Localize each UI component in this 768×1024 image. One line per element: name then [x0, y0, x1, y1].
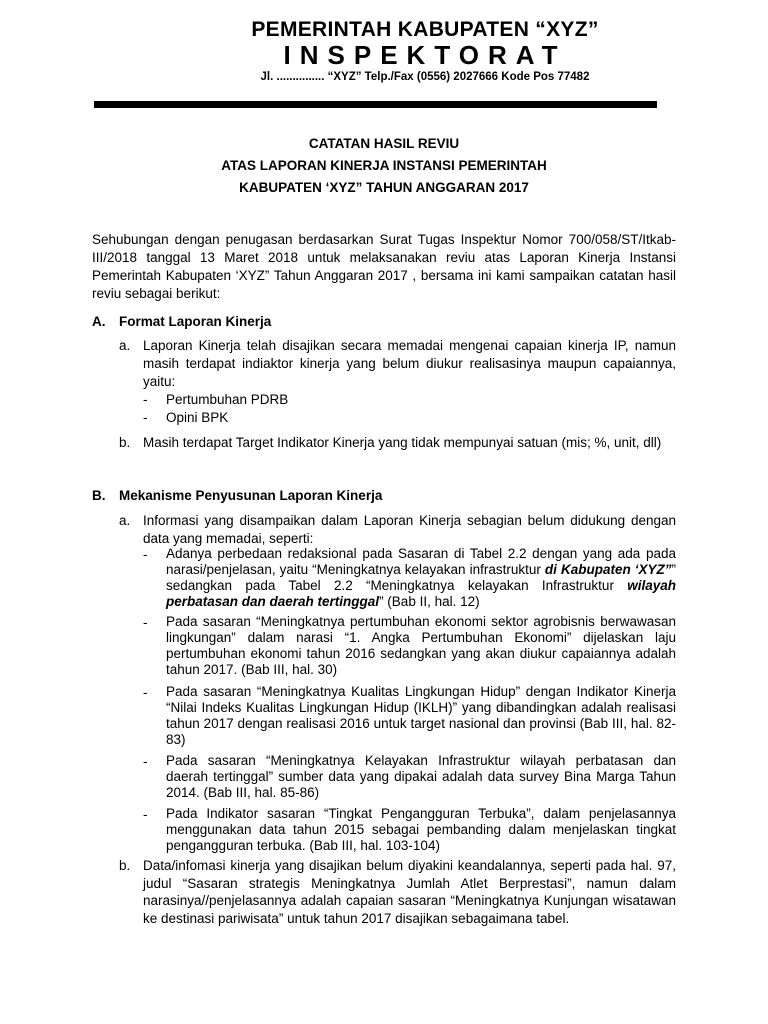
section-b-item-a-text: Informasi yang disampaikan dalam Laporan Kinerja sebagian belum didukung dengan data yang memadai, seperti: [143, 513, 676, 546]
section-b-bullet-3: Pada sasaran “Meningkatnya Kualitas Lingkungan Hidup” dengan Indikator Kinerja “Nilai Indeks Kualitas Lingkungan Hidup (IKLH)” yang dibandingkan adalah realisasi tahun 2017 dengan realisasi 2016 untuk target nasional dan provinsi (Bab III, hal. 82-83) [166, 684, 676, 747]
intro-paragraph: Sehubungan dengan penugasan berdasarkan Surat Tugas Inspektur Nomor 700/058/ST/Itkab-III/2018 tanggal 13 Maret 2018 untuk melaksanakan reviu atas Laporan Kinerja Instansi Pemerintah Kabupaten ‘XYZ” Tahun Anggaran 2017 , bersama ini kami sampaikan catatan hasil reviu sebagai berikut: [92, 232, 676, 301]
section-b-bullet-1 [166, 546, 676, 610]
bullet-dash: - [143, 754, 148, 769]
section-a-item-a-text: Laporan Kinerja telah disajikan secara memadai mengenai capaian kinerja IP, namun masih terdapat indiaktor kinerja yang belum diukur realisasinya maupun capaiannya, yaitu: [143, 338, 676, 389]
section-b-item-b-label: b. [119, 858, 131, 873]
bullet-1-text-part1: Adanya perbedaan redaksional pada Sasaran di Tabel 2.2 dengan yang ada pada narasi/penjelasan, yaitu “Meningkatnya kelayakan infrastruktur [166, 546, 676, 577]
bullet-1-text-part3: ” (Bab II, hal. 12) [379, 594, 480, 609]
bullet-dash: - [143, 410, 148, 425]
bullet-1-emphasis-1: di Kabupaten ‘XYZ” [544, 562, 672, 577]
section-b-bullet-4: Pada sasaran “Meningkatnya Kelayakan Infrastruktur wilayah perbatasan dan daerah tertinggal” sumber data yang dipakai adalah data survey Bina Marga Tahun 2014. (Bab III, hal. 85-86) [166, 753, 676, 800]
bullet-1-emphasis-2: wilayah perbatasan dan daerah tertinggal [166, 578, 676, 609]
letterhead-divider [94, 101, 657, 108]
bullet-dash: - [143, 615, 148, 630]
bullet-dash: - [143, 685, 148, 700]
bullet-dash: - [143, 392, 148, 407]
section-b-heading [92, 487, 382, 505]
section-a-label: A. [92, 314, 106, 329]
letterhead-address: Jl. ............... “XYZ” Telp./Fax (0556) 2027666 Kode Pos 77482 [260, 71, 590, 83]
section-a-heading [92, 313, 271, 331]
bullet-dash: - [143, 807, 148, 822]
section-a-item-a-label: a. [119, 338, 131, 353]
bullet-1-text-part2: ” sedangkan pada Tabel 2.2 “Meningkatnya kelayakan Infrastruktur [166, 562, 676, 593]
section-b-bullet-2: Pada sasaran “Meningkatnya pertumbuhan ekonomi sektor agrobisnis berwawasan lingkungan” dalam narasi “1. Angka Pertumbuhan Ekonomi” dijelaskan laju pertumbuhan ekonomi tahun 2016 sedangkan yang akan diukur capaiannya adalah tahun 2017. (Bab III, hal. 30) [166, 614, 676, 677]
section-b-label: B. [92, 488, 106, 503]
letterhead-agency: PEMERINTAH KABUPATEN “XYZ” [251, 18, 599, 41]
section-a-bullet-1: Pertumbuhan PDRB [166, 392, 289, 407]
doc-title-line1: CATATAN HASIL REVIU [308, 136, 460, 151]
doc-title-line3: KABUPATEN ‘XYZ” TAHUN ANGGARAN 2017 [239, 180, 529, 195]
section-b-bullet-5: Pada Indikator sasaran “Tingkat Pengangguran Terbuka”, dalam penjelasannya menggunakan data tahun 2015 sebagai pembanding dalam menjelaskan tingkat pengangguran terbuka. (Bab III, hal. 103-104) [166, 806, 676, 853]
section-b-item-b-text: Data/infomasi kinerja yang disajikan belum diyakini keandalannya, seperti pada hal. 97, judul “Sasaran strategis Meningkatnya Jumlah Atlet Berprestasi”, namun dalam narasinya//penjelasannya adalah capaian sasaran “Meningkatnya Kunjungan wisatawan ke destinasi pariwisata” untuk tahun 2017 disajikan sebagaimana tabel. [143, 858, 676, 926]
section-b-item-a-label: a. [119, 513, 131, 528]
section-a-title: Format Laporan Kinerja [119, 314, 272, 329]
doc-title-line2: ATAS LAPORAN KINERJA INSTANSI PEMERINTAH [221, 158, 547, 173]
section-a-item-b-text: Masih terdapat Target Indikator Kinerja yang tidak mempunyai satuan (mis; %, unit, dll) [143, 435, 662, 450]
section-a-item-b-label: b. [119, 435, 131, 450]
letterhead-office: INSPEKTORAT [283, 40, 567, 70]
bullet-dash: - [143, 547, 148, 562]
section-b-title: Mekanisme Penyusunan Laporan Kinerja [119, 488, 383, 503]
section-a-bullet-2: Opini BPK [166, 410, 229, 425]
